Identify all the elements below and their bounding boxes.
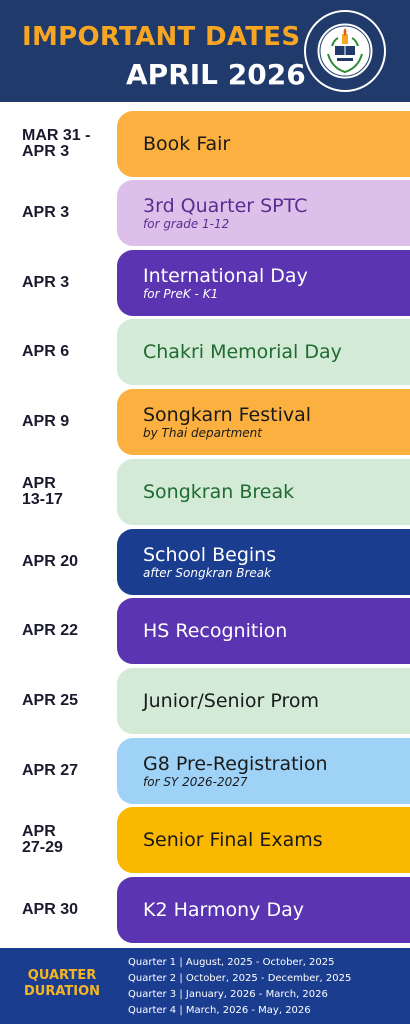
event-card <box>117 459 410 525</box>
event-date: APR 6 <box>22 343 70 360</box>
event-card <box>117 319 410 385</box>
event-date: APR 13-17 <box>22 475 63 508</box>
event-card <box>117 738 410 804</box>
event-title: K2 Harmony Day <box>143 899 304 921</box>
event-subtitle: for SY 2026-2027 <box>143 774 248 789</box>
event-date: APR 30 <box>22 901 79 918</box>
event-card <box>117 598 410 664</box>
event-row <box>0 319 410 385</box>
event-row <box>0 877 410 943</box>
event-date: MAR 31 - APR 3 <box>22 127 91 160</box>
event-row <box>0 807 410 873</box>
event-date: APR 9 <box>22 413 70 430</box>
event-title: Senior Final Exams <box>143 829 323 851</box>
event-row <box>0 738 410 804</box>
quarter-duration-label: QUARTER DURATION <box>23 968 101 999</box>
event-date: APR 22 <box>22 622 79 639</box>
quarter-line: Quarter 4 | March, 2026 - May, 2026 <box>128 1005 311 1016</box>
event-card <box>117 877 410 943</box>
event-title: HS Recognition <box>143 620 288 642</box>
event-date: APR 25 <box>22 692 79 709</box>
event-card <box>117 180 410 246</box>
event-title: G8 Pre-Registration <box>143 752 328 775</box>
event-card <box>117 111 410 177</box>
event-date: APR 3 <box>22 204 70 221</box>
event-row <box>0 180 410 246</box>
event-card <box>117 807 410 873</box>
event-title: 3rd Quarter SPTC <box>143 194 308 217</box>
event-row <box>0 529 410 595</box>
school-seal-icon <box>304 10 386 92</box>
event-date: APR 27-29 <box>22 823 63 856</box>
event-title: Junior/Senior Prom <box>143 690 320 712</box>
event-card <box>117 389 410 455</box>
event-date: APR 27 <box>22 762 79 779</box>
event-row <box>0 389 410 455</box>
quarter-line: Quarter 2 | October, 2025 - December, 2025 <box>128 973 352 984</box>
event-row <box>0 668 410 734</box>
event-title: Chakri Memorial Day <box>143 341 342 363</box>
quarter-line: Quarter 3 | January, 2026 - March, 2026 <box>128 989 328 1000</box>
event-title: Songkarn Festival <box>143 403 312 426</box>
event-card <box>117 668 410 734</box>
event-title: Songkran Break <box>143 481 295 503</box>
event-subtitle: by Thai department <box>143 425 262 440</box>
event-title: School Begins <box>143 543 277 566</box>
event-row <box>0 459 410 525</box>
event-subtitle: after Songkran Break <box>143 565 272 580</box>
quarter-list <box>128 955 351 1019</box>
event-date: APR 3 <box>22 274 70 291</box>
event-title: International Day <box>143 264 308 287</box>
event-row <box>0 250 410 316</box>
event-title: Book Fair <box>143 133 231 155</box>
event-subtitle: for PreK - K1 <box>143 286 219 301</box>
event-card <box>117 529 410 595</box>
event-card <box>117 250 410 316</box>
event-row <box>0 111 410 177</box>
event-row <box>0 598 410 664</box>
event-subtitle: for grade 1-12 <box>143 216 230 231</box>
quarter-line: Quarter 1 | August, 2025 - October, 2025 <box>128 957 335 968</box>
page-title: IMPORTANT DATES <box>22 22 301 52</box>
event-date: APR 20 <box>22 553 79 570</box>
page-subtitle: APRIL 2026 <box>126 58 306 91</box>
